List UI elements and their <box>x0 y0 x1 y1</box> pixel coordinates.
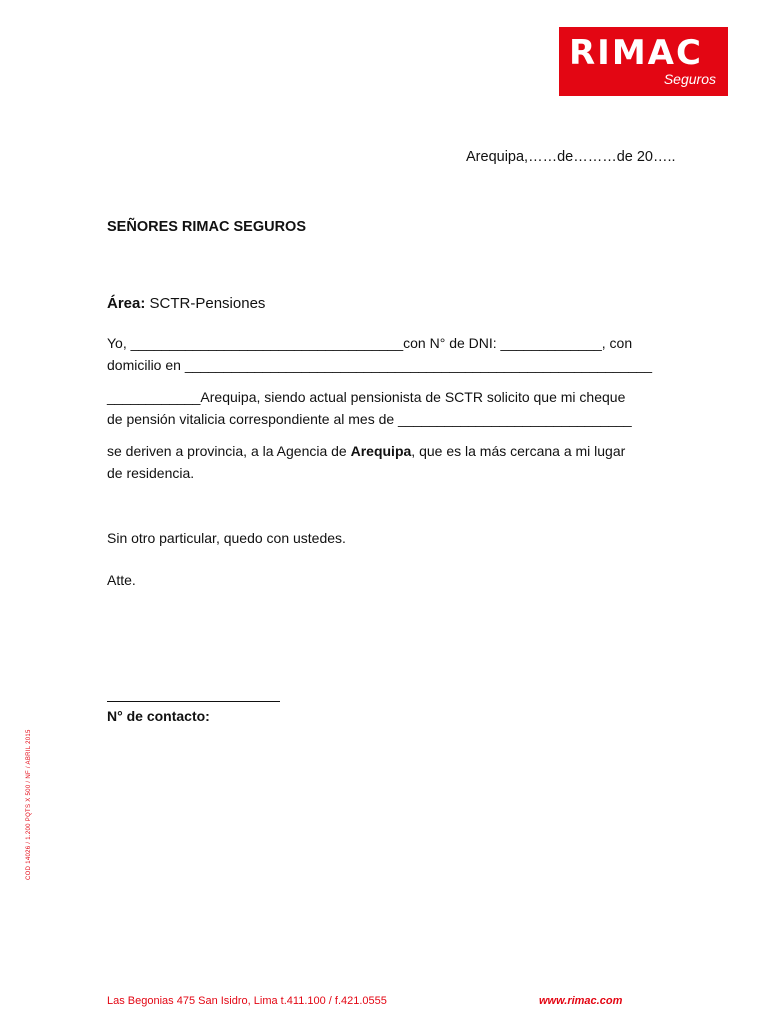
paragraph-request <box>107 386 659 430</box>
agency-text-post: , que es la más cercana a mi lugar <box>411 443 626 459</box>
footer-address: Las Begonias 475 San Isidro, Lima t.411.100 / f.421.0555 <box>107 995 387 1007</box>
contact-label: N° de contacto: <box>107 708 210 724</box>
agency-name: Arequipa <box>350 443 412 459</box>
rimac-logo <box>559 27 728 96</box>
paragraph-identification <box>107 332 659 376</box>
paragraph-line: Yo, ___________________________________con N° de DNI: _____________, con <box>107 335 633 351</box>
area-line <box>107 295 265 313</box>
closing-line: Sin otro particular, quedo con ustedes. <box>107 530 346 546</box>
footer-website-link[interactable]: www.rimac.com <box>539 995 623 1007</box>
signature-line <box>107 701 280 702</box>
paragraph-line: de pensión vitalicia correspondiente al mes de ______________________________ <box>107 411 632 427</box>
paragraph-line <box>107 440 659 462</box>
area-label: Área: <box>107 295 146 312</box>
paragraph-agency <box>107 440 659 484</box>
recipient-heading: SEÑORES RIMAC SEGUROS <box>107 219 306 235</box>
agency-text-pre: se deriven a provincia, a la Agencia de <box>107 443 351 459</box>
print-code: COD 14026 / 1.200 PQTS X 500 / NF / ABRIL 2015 <box>26 729 32 880</box>
area-value: SCTR-Pensiones <box>149 295 266 312</box>
sign-off: Atte. <box>107 572 136 588</box>
logo-subtext: Seguros <box>663 71 716 87</box>
paragraph-line: ____________Arequipa, siendo actual pensionista de SCTR solicito que mi cheque <box>107 389 626 405</box>
paragraph-line: de residencia. <box>107 465 195 481</box>
place-date: Arequipa,……de………de 20….. <box>466 149 676 165</box>
paragraph-line: domicilio en ____________________________________________________________ <box>107 357 652 373</box>
logo-text: RIMAC <box>569 33 703 73</box>
